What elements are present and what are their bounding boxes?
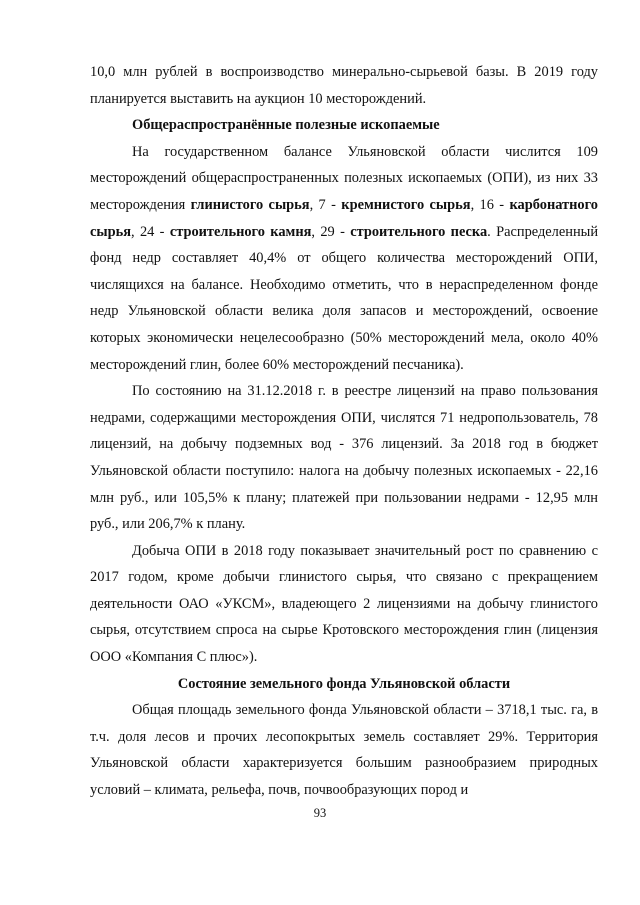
- paragraph-land-fund: Общая площадь земельного фонда Ульяновской области – 3718,1 тыс. га, в т.ч. доля лесов и прочих лесопокрытых земель составляет 29%. Территория Ульяновской области характеризуется большим разнообразием природных условий – климата, рельефа, почв, почвообразующих пород и: [90, 702, 598, 799]
- bold-term-siliceous: кремнистого сырья: [341, 196, 471, 213]
- intro-paragraph: 10,0 млн рублей в воспроизводство минерально-сырьевой базы. В 2019 году планируется выставить на аукцион 10 месторождений.: [90, 64, 598, 107]
- paragraph-licenses: По состоянию на 31.12.2018 г. в реестре лицензий на право пользования недрами, содержащими месторождения ОПИ, числятся 71 недропользователь, 78 лицензий, на добычу подземных вод - 376 лицензий. За 2018 год в бюджет Ульяновской области поступило: налога на добычу полезных ископаемых - 22,16 млн руб., или 105,5% к плану; платежей при пользовании недрами - 12,95 млн руб., или 206,7% к плану.: [90, 383, 598, 533]
- bold-term-sand: строительного песка: [350, 223, 488, 240]
- page-number: 93: [313, 806, 327, 820]
- section-heading-common-minerals: Общераспространённые полезные ископаемые: [132, 117, 440, 134]
- text-segment: , 29 -: [311, 223, 351, 240]
- document-body: [90, 59, 598, 804]
- text-segment: . Распределенный фонд недр составляет 40,4% от общего количества месторождений ОПИ, числящихся на балансе. Необходимо отметить, что в нераспределенном фонде недр Ульяновской области велика доля запасов и месторождений, освоение которых экономически нецелесообразно (50% месторождений мела, около 40% месторождений глин, более 60% месторождений песчаника).: [90, 223, 599, 373]
- paragraph-minerals-balance: [90, 139, 598, 378]
- section-heading-land-fund: Состояние земельного фонда Ульяновской области: [177, 675, 511, 692]
- text-segment: , 16 -: [470, 196, 510, 213]
- bold-term-stone: строительного камня: [169, 223, 312, 240]
- paragraph-extraction: Добыча ОПИ в 2018 году показывает значительный рост по сравнению с 2017 годом, кроме добычи глинистого сырья, что связано с прекращением деятельности ОАО «УКСМ», владеющего 2 лицензиями на добычу глинистого сырья, отсутствием спроса на сырье Кротовского месторождения глин (лицензия ООО «Компания С плюс»).: [90, 542, 598, 666]
- text-segment: , 24 -: [131, 223, 170, 240]
- text-segment: На государственном балансе Ульяновской области числится 109 месторождений общераспространенных полезных ископаемых (ОПИ), из них 33 месторождения: [90, 143, 598, 213]
- bold-term-carbonate: карбонатного сырья: [90, 196, 598, 240]
- bold-term-clay: глинистого сырья: [190, 196, 310, 213]
- text-segment: , 7 -: [309, 196, 342, 213]
